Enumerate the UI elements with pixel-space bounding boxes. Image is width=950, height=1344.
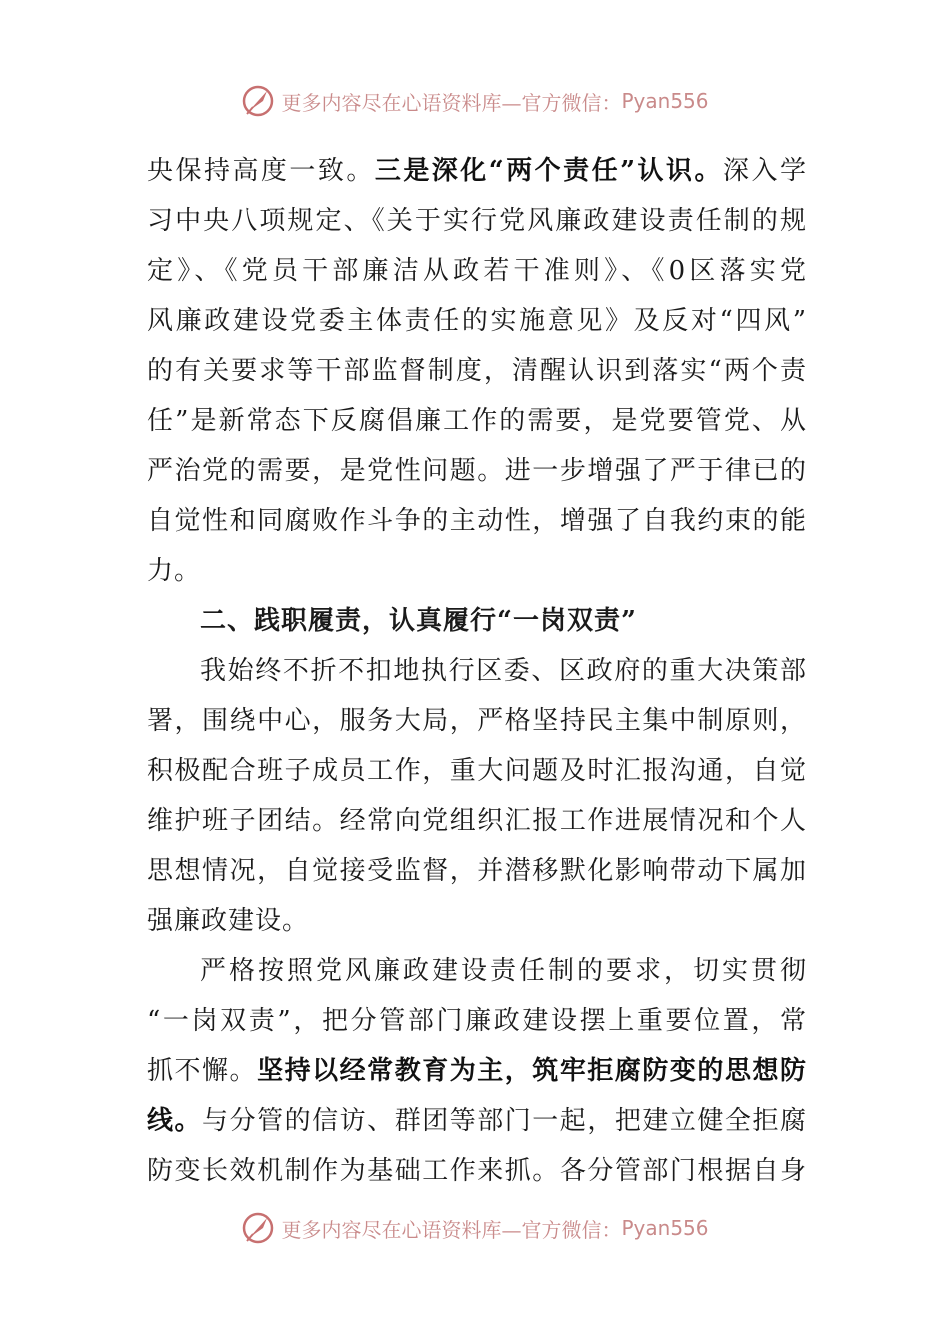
watermark-header [0,84,950,118]
text-line: “一岗双责”，把分管部门廉政建设摆上重要位置，常 [147,1006,807,1036]
watermark-text: 更多内容尽在心语资料库—官方微信： [281,1217,622,1242]
quill-logo-icon [241,1211,275,1245]
text-line: 自觉性和同腐败作斗争的主动性，增强了自我约束的能 [147,506,807,536]
text-line: 的有关要求等干部监督制度，清醒认识到落实“两个责 [147,356,807,386]
bold-phrase: 三是深化“两个责任”认识。 [374,156,723,186]
text-line: 严治党的需要，是党性问题。进一步增强了严于律已的 [147,456,807,486]
text-line: 防变长效机制作为基础工作来抓。各分管部门根据自身 [147,1156,807,1186]
text-line: 署，围绕中心，服务大局，严格坚持民主集中制原则， [147,706,807,736]
text-line: 力。 [147,556,202,586]
document-body [147,146,807,1196]
watermark-text: 更多内容尽在心语资料库—官方微信： [281,90,622,115]
text-line: 积极配合班子成员工作，重大问题及时汇报沟通，自觉 [147,756,807,786]
text-line: 抓不懈。坚持以经常教育为主，筑牢拒腐防变的思想防 [147,1056,807,1086]
text-line: 我始终不折不扣地执行区委、区政府的重大决策部 [200,656,807,686]
text-line: 定》、《党员干部廉洁从政若干准则》、《0区落实党 [147,256,807,286]
text-line: 严格按照党风廉政建设责任制的要求，切实贯彻 [200,956,807,986]
text-line: 线。与分管的信访、群团等部门一起，把建立健全拒腐 [147,1106,807,1136]
text-line: 习中央八项规定、《关于实行党风廉政建设责任制的规 [147,206,807,236]
quill-logo-icon [241,84,275,118]
text-line: 维护班子团结。经常向党组织汇报工作进展情况和个人 [147,806,807,836]
watermark-footer [0,1211,950,1245]
text-line: 央保持高度一致。三是深化“两个责任”认识。深入学 [147,156,807,186]
bold-phrase: 线。 [147,1106,203,1136]
watermark-wechat-id: Pyan556 [621,1216,709,1240]
text-line: 强廉政建设。 [147,906,310,936]
text-line: 任”是新常态下反腐倡廉工作的需要，是党要管党、从 [147,406,807,436]
watermark-wechat-id: Pyan556 [621,89,709,113]
text-line: 思想情况，自觉接受监督，并潜移默化影响带动下属加 [147,856,807,886]
text-line: 风廉政建设党委主体责任的实施意见》及反对“四风” [147,306,807,336]
bold-phrase: 坚持以经常教育为主，筑牢拒腐防变的思想防 [257,1056,807,1086]
section-heading: 二、践职履责，认真履行“一岗双责” [200,606,637,636]
